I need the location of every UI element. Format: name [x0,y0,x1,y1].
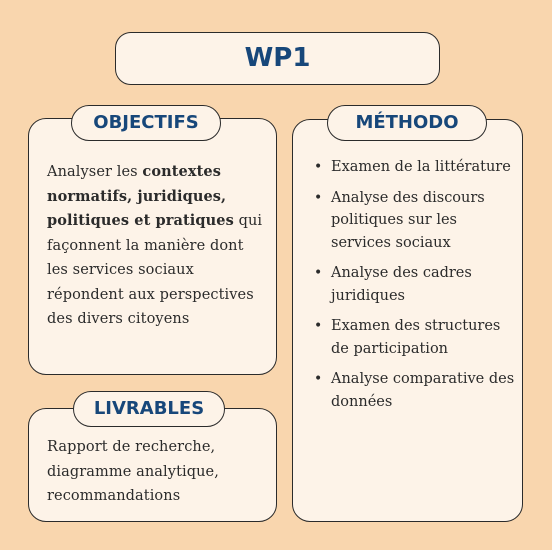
list-item [313,368,518,413]
list-item-label: Analyse des discours politiques sur les services sociaux [331,189,485,251]
list-item [313,262,518,307]
livrables-heading: LIVRABLES [73,391,225,427]
page-title: WP1 [115,32,440,85]
methodo-heading: MÉTHODO [327,105,487,141]
list-item [313,156,518,179]
bullet-icon: • [314,189,323,206]
objectifs-text-bold: contextes normatifs, juridiques, politiques et pratiques [47,163,234,229]
bullet-icon: • [314,371,323,387]
list-item-label: Examen de la littérature [331,159,511,175]
bullet-icon: • [314,265,323,281]
bullet-icon: • [314,318,323,334]
list-item-label: Analyse des cadres juridiques [331,265,472,304]
objectifs-text [47,160,269,332]
list-item [313,315,518,360]
list-item-label: Analyse comparative des données [331,371,515,410]
list-item-label: Examen des structures de participation [331,318,501,357]
objectifs-text-after: qui façonnent la manière dont les services sociaux répondent aux perspectives des divers citoyens [47,213,263,327]
bullet-icon: • [314,159,323,175]
objectifs-text-before: Analyser les [47,164,143,180]
list-item [313,187,518,255]
livrables-text: Rapport de recherche, diagramme analytique, recommandations [47,439,219,504]
methodo-list [313,156,518,421]
objectifs-heading: OBJECTIFS [71,105,221,141]
